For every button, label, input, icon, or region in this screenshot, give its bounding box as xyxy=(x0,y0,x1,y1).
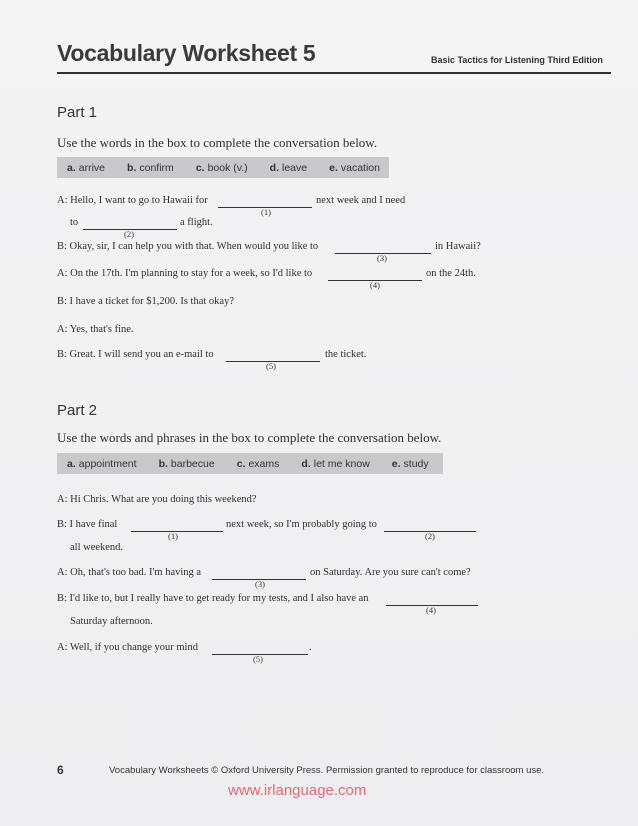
dialogue-line: in Hawaii? xyxy=(435,241,481,252)
word-item: e. vacation xyxy=(329,161,380,174)
worksheet-title: Vocabulary Worksheet 5 xyxy=(57,40,316,66)
blank-number: (4) xyxy=(426,605,436,615)
word-item: d. leave xyxy=(269,161,308,174)
dialogue-line: next week and I need xyxy=(316,195,406,206)
part2-title: Part 2 xyxy=(57,402,98,419)
dialogue-line: next week, so I'm probably going to xyxy=(226,519,377,530)
part1-title: Part 1 xyxy=(57,104,98,121)
header-rule xyxy=(57,72,611,74)
dialogue-line: B: Great. I will send you an e-mail to xyxy=(57,349,214,360)
dialogue-line: to xyxy=(70,217,79,228)
dialogue-line: a flight. xyxy=(180,217,213,228)
blank-number: (3) xyxy=(377,253,387,263)
watermark-link[interactable]: www.irlanguage.com xyxy=(228,782,367,799)
blank-number: (4) xyxy=(370,280,380,290)
word-item: b. confirm xyxy=(127,161,174,174)
part1-word-box xyxy=(57,157,389,178)
dialogue-line: A: On the 17th. I'm planning to stay for a week, so I'd like to xyxy=(57,268,313,279)
dialogue-line: A: Hi Chris. What are you doing this weekend? xyxy=(57,494,257,505)
part2-instruction: Use the words and phrases in the box to complete the conversation below. xyxy=(57,430,442,445)
blank-number: (5) xyxy=(266,361,276,371)
dialogue-line: Saturday afternoon. xyxy=(70,616,153,627)
dialogue-line: all weekend. xyxy=(70,542,124,553)
blank-number: (2) xyxy=(124,229,134,239)
dialogue-line: B: Okay, sir, I can help you with that. When would you like to xyxy=(57,241,319,252)
blank-number: (3) xyxy=(255,579,265,589)
part2-word-box xyxy=(57,453,443,474)
dialogue-line: A: Oh, that's too bad. I'm having a xyxy=(57,567,202,578)
dialogue-line: the ticket. xyxy=(325,349,367,360)
dialogue-line: on the 24th. xyxy=(426,268,476,279)
dialogue-line: on Saturday. Are you sure can't come? xyxy=(310,567,471,578)
part1-instruction: Use the words in the box to complete the conversation below. xyxy=(57,135,378,150)
book-subtitle: Basic Tactics for Listening Third Edition xyxy=(431,55,603,65)
dialogue-line: . xyxy=(309,642,312,653)
blank-number: (1) xyxy=(261,207,271,217)
word-item: d. let me know xyxy=(301,457,370,470)
dialogue-line: B: I have final xyxy=(57,519,118,530)
dialogue-line: A: Well, if you change your mind xyxy=(57,642,198,653)
dialogue-line: B: I'd like to, but I really have to get ready for my tests, and I also have an xyxy=(57,593,369,604)
word-item: b. barbecue xyxy=(158,457,215,470)
blank-number: (5) xyxy=(253,654,263,664)
dialogue-line: A: Hello, I want to go to Hawaii for xyxy=(57,195,208,206)
blank-number: (2) xyxy=(425,531,435,541)
word-item: a. appointment xyxy=(67,457,137,470)
word-item: a. arrive xyxy=(67,161,106,174)
dialogue-line: A: Yes, that's fine. xyxy=(57,324,134,335)
page-number: 6 xyxy=(57,763,64,777)
blank-number: (1) xyxy=(168,531,178,541)
word-item: c. book (v.) xyxy=(195,161,248,174)
word-item: c. exams xyxy=(236,457,280,470)
dialogue-line: B: I have a ticket for $1,200. Is that okay? xyxy=(57,296,234,307)
copyright-text: Vocabulary Worksheets © Oxford University Press. Permission granted to reproduce for classroom use. xyxy=(109,765,545,776)
word-item: e. study xyxy=(391,457,429,470)
